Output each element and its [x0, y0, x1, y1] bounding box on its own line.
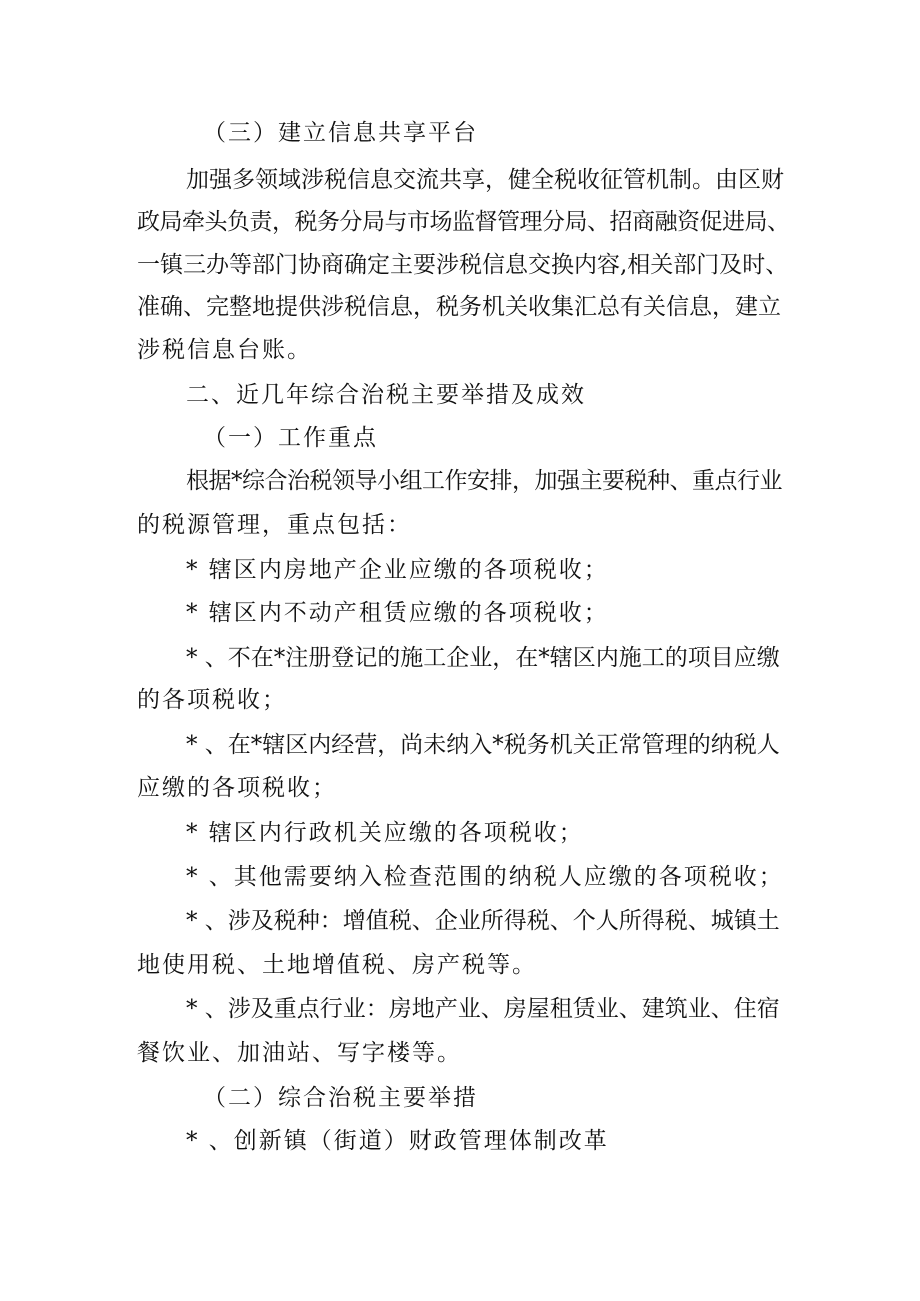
subsection-heading-2: （二）综合治税主要举措	[203, 1085, 478, 1111]
list-item: * 、不在*注册登记的施工企业，在*辖区内施工的项目应缴	[186, 645, 780, 671]
list-item: * 辖区内行政机关应缴的各项税收；	[186, 820, 584, 846]
paragraph-line: 涉税信息台账。	[137, 337, 312, 363]
subsection-heading-1: （一）工作重点	[203, 425, 378, 451]
list-item: * 、涉及税种：增值税、企业所得税、个人所得税、城镇土	[186, 908, 780, 934]
list-item: * 、其他需要纳入检查范围的纳税人应缴的各项税收；	[186, 864, 784, 890]
list-item-continuation: 餐饮业、加油站、写字楼等。	[137, 1040, 462, 1066]
section-heading-2: 二、近几年综合治税主要举措及成效	[186, 382, 586, 408]
section-heading-3: （三）建立信息共享平台	[203, 120, 478, 146]
list-item-continuation: 地使用税、土地增值税、房产税等。	[137, 952, 537, 978]
paragraph-line: 加强多领域涉税信息交流共享，健全税收征管机制。由区财	[186, 167, 784, 193]
paragraph-line: 一镇三办等部门协商确定主要涉税信息交换内容,相关部门及时、	[137, 252, 789, 278]
paragraph-line: 的税源管理，重点包括：	[137, 512, 412, 538]
paragraph-line: 政局牵头负责，税务分局与市场监督管理分局、招商融资促进局、	[137, 209, 790, 235]
paragraph-line: 准确、完整地提供涉税信息，税务机关收集汇总有关信息，建立	[137, 294, 781, 320]
list-item: * 辖区内房地产企业应缴的各项税收；	[186, 557, 609, 583]
list-item: * 、创新镇（街道）财政管理体制改革	[186, 1128, 609, 1154]
list-item-continuation: 的各项税收；	[137, 687, 287, 713]
paragraph-line: 根据*综合治税领导小组工作安排，加强主要税种、重点行业	[186, 468, 782, 494]
list-item-continuation: 应缴的各项税收；	[137, 775, 337, 801]
list-item: * 辖区内不动产租赁应缴的各项税收；	[186, 600, 609, 626]
list-item: * 、涉及重点行业：房地产业、房屋租赁业、建筑业、住宿	[186, 996, 780, 1022]
list-item: * 、在*辖区内经营，尚未纳入*税务机关正常管理的纳税人	[186, 732, 780, 758]
